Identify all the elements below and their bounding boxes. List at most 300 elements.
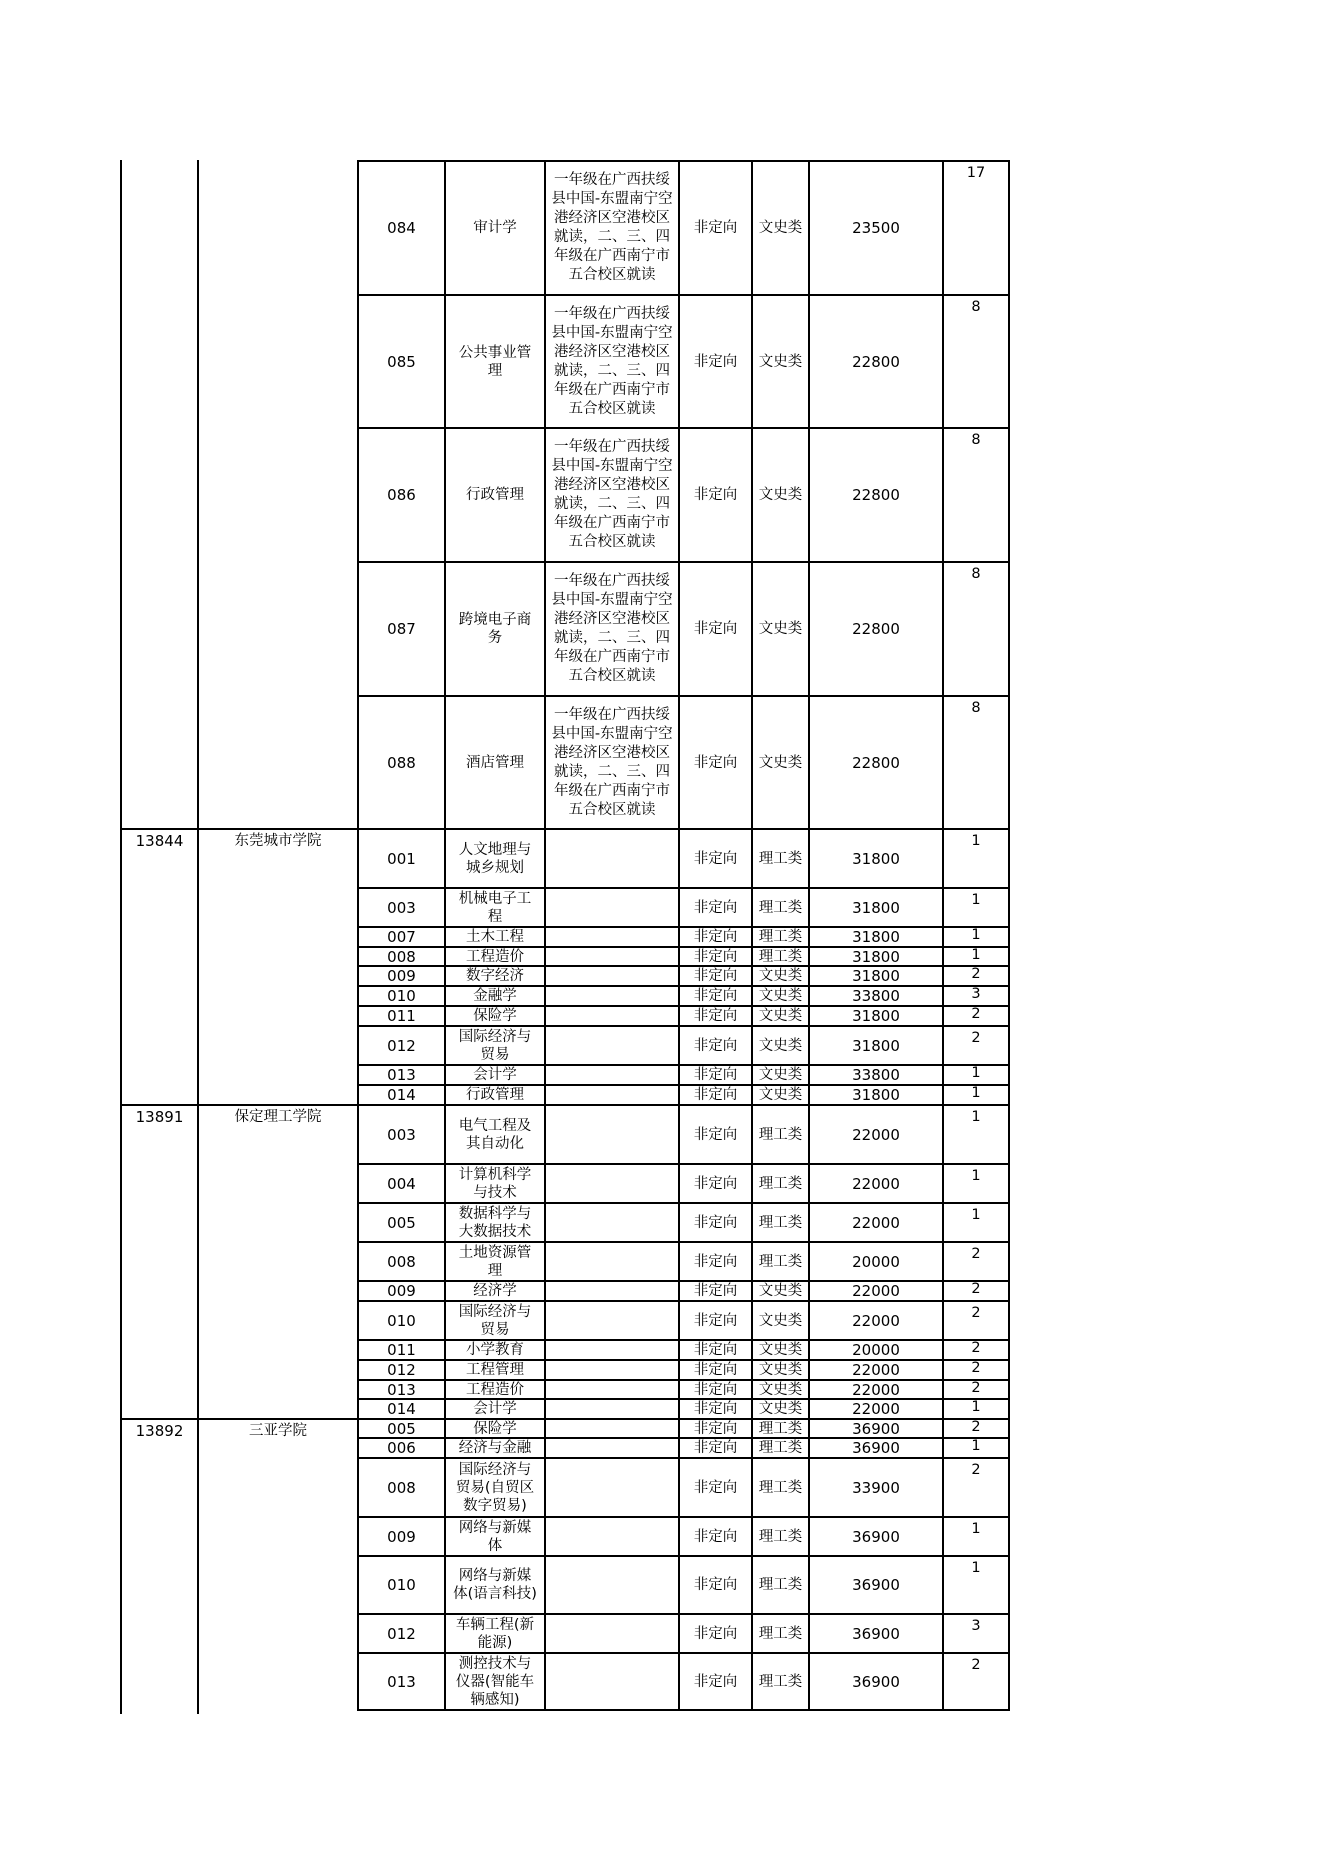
major-code: [359, 1341, 444, 1359]
school-name: 东莞城市学院: [234, 833, 322, 849]
direction: [680, 948, 751, 965]
major-name-text: 人文地理与城乡规划: [458, 841, 532, 876]
tuition: [810, 1361, 942, 1379]
plan-count: 8: [971, 299, 981, 315]
major-name: [446, 1615, 544, 1652]
major-code: [359, 928, 444, 946]
tuition: [810, 1459, 942, 1516]
major-code-text: 007: [387, 928, 416, 946]
direction: [680, 1165, 751, 1202]
tuition-text: 22000: [852, 1174, 900, 1193]
tuition-text: 20000: [852, 1252, 900, 1271]
major-code: [359, 697, 444, 828]
direction: [680, 563, 751, 695]
major-code-text: 085: [387, 352, 416, 371]
major-name-text: 机械电子工程: [458, 890, 532, 925]
major-code: [359, 1007, 444, 1025]
plan-count: 1: [971, 892, 981, 908]
direction-text: 非定向: [693, 1087, 738, 1103]
direction-text: 非定向: [693, 1528, 738, 1545]
major-code-text: 013: [387, 1066, 416, 1084]
campus-note: [546, 697, 678, 828]
direction: [680, 889, 751, 926]
direction-text: 非定向: [693, 1312, 738, 1329]
major-name-text: 跨境电子商务: [458, 612, 532, 646]
tuition-text: 31800: [852, 928, 900, 946]
major-name-text: 土木工程: [466, 929, 524, 945]
major-code-text: 003: [387, 898, 416, 917]
subject-category: [753, 1243, 808, 1280]
direction-text: 非定向: [693, 1381, 738, 1398]
campus-note-text: 一年级在广西扶绥县中国-东盟南宁空港经济区空港校区就读，二、三、四年级在广西南宁市五合校区就读: [551, 305, 673, 417]
major-code: [359, 162, 444, 294]
major-name-text: 会计学: [473, 1401, 517, 1417]
major-name-text: 行政管理: [466, 1087, 524, 1103]
major-name-text: 公共事业管理: [458, 344, 532, 379]
direction-text: 非定向: [693, 1214, 738, 1231]
plan-count: 3: [971, 986, 981, 1002]
subject-category-text: 文史类: [758, 1381, 803, 1398]
direction: [680, 1204, 751, 1241]
direction: [680, 1086, 751, 1104]
tuition: [810, 563, 942, 695]
direction: [680, 1243, 751, 1280]
tuition-text: 31800: [852, 948, 900, 965]
tuition-text: 31800: [852, 849, 900, 868]
direction-text: 非定向: [693, 220, 738, 236]
direction: [680, 429, 751, 561]
tuition: [810, 429, 942, 561]
major-name-text: 数据科学与大数据技术: [458, 1205, 532, 1240]
direction-text: 非定向: [693, 968, 738, 984]
major-name: [446, 1106, 544, 1163]
tuition-text: 33800: [852, 987, 900, 1005]
subject-category-text: 文史类: [758, 220, 803, 236]
subject-category-text: 理工类: [758, 1253, 803, 1270]
direction: [680, 1106, 751, 1163]
subject-category: [753, 967, 808, 985]
plan-count: 1: [971, 1521, 981, 1537]
major-name-text: 测控技术与仪器(智能车辆感知): [455, 1655, 535, 1708]
major-name: [446, 1165, 544, 1202]
tuition-text: 22800: [852, 352, 900, 371]
subject-category: [753, 429, 808, 561]
direction: [680, 162, 751, 294]
subject-category: [753, 1204, 808, 1241]
tuition: [810, 1400, 942, 1418]
tuition-text: 22800: [852, 620, 900, 638]
direction: [680, 928, 751, 946]
major-code-text: 012: [387, 1624, 416, 1643]
tuition-text: 36900: [852, 1576, 900, 1594]
tuition: [810, 1615, 942, 1652]
plan-count: 2: [971, 1462, 981, 1478]
major-name-text: 土地资源管理: [458, 1244, 532, 1279]
major-code: [359, 1106, 444, 1163]
subject-category: [753, 1361, 808, 1379]
subject-category-text: 文史类: [758, 621, 803, 637]
subject-category: [753, 1439, 808, 1457]
subject-category-text: 理工类: [758, 1214, 803, 1231]
tuition: [810, 1439, 942, 1457]
major-name-text: 数字经济: [466, 968, 524, 984]
major-name: [446, 967, 544, 985]
subject-category: [753, 1557, 808, 1613]
tuition: [810, 830, 942, 887]
tuition-text: 22800: [852, 753, 900, 772]
school-name: 三亚学院: [249, 1423, 307, 1439]
tuition-text: 36900: [852, 1672, 900, 1691]
tuition: [810, 948, 942, 965]
major-code-text: 004: [387, 1174, 416, 1193]
direction: [680, 1420, 751, 1437]
major-name-text: 工程管理: [466, 1362, 524, 1378]
direction-text: 非定向: [693, 850, 738, 867]
campus-note-text: 一年级在广西扶绥县中国-东盟南宁空港经济区空港校区就读，二、三、四年级在广西南宁市五合校区就读: [551, 439, 673, 550]
plan-count: 1: [971, 1109, 981, 1125]
plan-count: 1: [971, 833, 981, 849]
subject-category-text: 理工类: [758, 1625, 803, 1642]
direction-text: 非定向: [693, 353, 738, 370]
subject-category: [753, 1654, 808, 1709]
tuition: [810, 1007, 942, 1025]
direction: [680, 1459, 751, 1516]
plan-count: 2: [971, 966, 981, 982]
major-code-text: 008: [387, 1252, 416, 1271]
tuition: [810, 1282, 942, 1300]
tuition: [810, 967, 942, 985]
direction-text: 非定向: [693, 1673, 738, 1690]
direction-text: 非定向: [693, 1067, 738, 1083]
major-code: [359, 1439, 444, 1457]
plan-count: 2: [971, 1340, 981, 1356]
tuition: [810, 697, 942, 828]
plan-count: 8: [971, 566, 981, 582]
subject-category: [753, 1007, 808, 1025]
major-code-text: 010: [387, 1576, 416, 1594]
school-name-left-rule: [197, 160, 199, 1714]
subject-category-text: 理工类: [758, 1673, 803, 1690]
direction-text: 非定向: [693, 1283, 738, 1299]
plan-count: 2: [971, 1281, 981, 1297]
direction-text: 非定向: [693, 988, 738, 1004]
major-name-text: 工程造价: [466, 1381, 524, 1398]
tuition-text: 36900: [852, 1624, 900, 1643]
subject-category: [753, 830, 808, 887]
direction-text: 非定向: [693, 1420, 738, 1437]
major-name-text: 国际经济与贸易: [458, 1028, 532, 1063]
major-code: [359, 1400, 444, 1418]
section-divider: [120, 1418, 359, 1420]
tuition-text: 22000: [852, 1311, 900, 1330]
major-code-text: 008: [387, 1478, 416, 1497]
tuition: [810, 1204, 942, 1241]
direction: [680, 296, 751, 427]
major-name-text: 经济与金融: [458, 1440, 532, 1456]
major-code-text: 084: [387, 219, 416, 237]
major-name: [446, 697, 544, 828]
tuition: [810, 987, 942, 1005]
direction-text: 非定向: [693, 1126, 738, 1143]
subject-category-text: 理工类: [758, 1440, 803, 1456]
direction: [680, 1066, 751, 1084]
subject-category: [753, 1302, 808, 1339]
tuition-text: 36900: [852, 1527, 900, 1546]
plan-count: 2: [971, 1246, 981, 1262]
major-code-text: 003: [387, 1125, 416, 1144]
plan-count: 2: [971, 1030, 981, 1046]
subject-category-text: 文史类: [758, 1037, 803, 1054]
major-name: [446, 1007, 544, 1025]
subject-category: [753, 1027, 808, 1064]
campus-note-text: 一年级在广西扶绥县中国-东盟南宁空港经济区空港校区就读，二、三、四年级在广西南宁市五合校区就读: [551, 172, 673, 283]
major-code-text: 005: [387, 1213, 416, 1232]
plan-count: 17: [966, 165, 986, 181]
major-code: [359, 1615, 444, 1652]
subject-category: [753, 987, 808, 1005]
major-name-text: 行政管理: [466, 487, 524, 503]
major-code: [359, 1420, 444, 1437]
subject-category: [753, 1381, 808, 1398]
direction-text: 非定向: [693, 754, 738, 771]
major-code-text: 009: [387, 1527, 416, 1546]
subject-category: [753, 1106, 808, 1163]
tuition-text: 22000: [852, 1213, 900, 1232]
major-code: [359, 1654, 444, 1709]
major-code-text: 087: [387, 620, 416, 638]
major-name: [446, 889, 544, 926]
tuition: [810, 1341, 942, 1359]
tuition: [810, 1557, 942, 1613]
plan-count: 2: [971, 1305, 981, 1321]
subject-category: [753, 1420, 808, 1437]
major-name: [446, 1420, 544, 1437]
major-name-text: 会计学: [473, 1067, 517, 1083]
major-code-text: 086: [387, 486, 416, 504]
tuition: [810, 1654, 942, 1709]
major-code: [359, 1282, 444, 1300]
table-right-rule: [1008, 160, 1010, 1711]
major-name: [446, 1400, 544, 1418]
school-name: 保定理工学院: [234, 1109, 322, 1125]
subject-category-text: 文史类: [758, 988, 803, 1004]
section-divider: [120, 828, 359, 830]
major-code-text: 010: [387, 1311, 416, 1330]
major-name: [446, 1361, 544, 1379]
tuition: [810, 889, 942, 926]
major-name: [446, 296, 544, 427]
subject-category: [753, 1459, 808, 1516]
subject-category: [753, 296, 808, 427]
direction: [680, 1341, 751, 1359]
major-name-text: 计算机科学与技术: [458, 1166, 532, 1201]
major-code-text: 012: [387, 1036, 416, 1055]
subject-category-text: 理工类: [758, 899, 803, 916]
subject-category: [753, 928, 808, 946]
major-name-text: 车辆工程(新能源): [455, 1616, 535, 1651]
plan-count: 2: [971, 1419, 981, 1435]
section-divider: [120, 1104, 359, 1106]
major-name: [446, 1243, 544, 1280]
major-name: [446, 1654, 544, 1709]
direction-text: 非定向: [693, 1625, 738, 1642]
direction: [680, 1381, 751, 1398]
plan-count: 2: [971, 1380, 981, 1396]
major-code-text: 009: [387, 967, 416, 985]
plan-count: 1: [971, 927, 981, 943]
tuition: [810, 1243, 942, 1280]
major-name-text: 网络与新媒体: [458, 1519, 532, 1554]
major-code: [359, 987, 444, 1005]
plan-count: 1: [971, 1065, 981, 1081]
major-code: [359, 1086, 444, 1104]
major-code-text: 006: [387, 1439, 416, 1457]
plan-count: 2: [971, 1657, 981, 1673]
subject-category-text: 理工类: [758, 1126, 803, 1143]
direction-text: 非定向: [693, 1253, 738, 1270]
major-name-text: 酒店管理: [466, 754, 524, 771]
plan-count: 2: [971, 1006, 981, 1022]
major-name: [446, 928, 544, 946]
major-code: [359, 889, 444, 926]
major-code-text: 008: [387, 948, 416, 965]
subject-category-text: 文史类: [758, 487, 803, 503]
tuition: [810, 296, 942, 427]
major-code: [359, 1204, 444, 1241]
tuition-text: 31800: [852, 1036, 900, 1055]
tuition-text: 22000: [852, 1381, 900, 1398]
direction: [680, 1439, 751, 1457]
tuition-text: 20000: [852, 1341, 900, 1359]
plan-count: 1: [971, 1438, 981, 1454]
direction-text: 非定向: [693, 1577, 738, 1593]
school-code-left-rule: [120, 160, 122, 1714]
major-name-text: 审计学: [473, 220, 517, 236]
school-code: 13892: [135, 1422, 184, 1440]
major-name: [446, 1066, 544, 1084]
direction-text: 非定向: [693, 1175, 738, 1192]
subject-category-text: 文史类: [758, 1087, 803, 1103]
tuition-text: 22000: [852, 1282, 900, 1300]
campus-note: [546, 563, 678, 695]
tuition-text: 33800: [852, 1066, 900, 1084]
major-name: [446, 429, 544, 561]
subject-category: [753, 162, 808, 294]
major-name-text: 国际经济与贸易(自贸区数字贸易): [455, 1461, 535, 1514]
major-code-text: 001: [387, 849, 416, 868]
direction-text: 非定向: [693, 1440, 738, 1456]
major-name: [446, 1302, 544, 1339]
major-code: [359, 1459, 444, 1516]
direction-text: 非定向: [693, 621, 738, 637]
major-code: [359, 948, 444, 965]
major-name: [446, 1282, 544, 1300]
major-code: [359, 1027, 444, 1064]
subject-category: [753, 1341, 808, 1359]
plan-count: 8: [971, 432, 981, 448]
major-name-text: 保险学: [473, 1420, 517, 1437]
school-code: 13891: [135, 1108, 184, 1126]
school-code: 13844: [135, 832, 184, 850]
direction-text: 非定向: [693, 1037, 738, 1054]
tuition: [810, 1420, 942, 1437]
major-name: [446, 1518, 544, 1555]
major-name: [446, 563, 544, 695]
table-bottom-rule: [357, 1709, 1010, 1711]
tuition-text: 31800: [852, 1007, 900, 1025]
major-code-text: 012: [387, 1361, 416, 1379]
major-code: [359, 830, 444, 887]
major-name-text: 国际经济与贸易: [458, 1303, 532, 1338]
major-code-text: 013: [387, 1381, 416, 1398]
tuition-text: 22000: [852, 1400, 900, 1418]
tuition: [810, 1086, 942, 1104]
tuition-text: 23500: [852, 219, 900, 237]
major-code: [359, 1243, 444, 1280]
major-name: [446, 830, 544, 887]
major-name: [446, 1557, 544, 1613]
tuition-text: 36900: [852, 1420, 900, 1437]
direction: [680, 1282, 751, 1300]
subject-category: [753, 1400, 808, 1418]
tuition-text: 33900: [852, 1478, 900, 1497]
subject-category-text: 理工类: [758, 1577, 803, 1593]
major-code: [359, 1302, 444, 1339]
major-code-text: 088: [387, 753, 416, 772]
direction-text: 非定向: [693, 1401, 738, 1417]
major-code: [359, 1381, 444, 1398]
major-code: [359, 296, 444, 427]
major-code: [359, 1518, 444, 1555]
major-code: [359, 967, 444, 985]
tuition: [810, 1027, 942, 1064]
subject-category-text: 理工类: [758, 929, 803, 945]
subject-category-text: 理工类: [758, 1479, 803, 1496]
major-name-text: 金融学: [473, 988, 517, 1004]
tuition: [810, 162, 942, 294]
subject-category-text: 理工类: [758, 948, 803, 965]
tuition: [810, 1165, 942, 1202]
subject-category-text: 文史类: [758, 1067, 803, 1083]
major-code-text: 009: [387, 1282, 416, 1300]
major-name: [446, 1086, 544, 1104]
major-name: [446, 1381, 544, 1398]
tuition: [810, 1106, 942, 1163]
major-code-text: 011: [387, 1007, 416, 1025]
subject-category-text: 文史类: [758, 968, 803, 984]
major-name-text: 保险学: [473, 1008, 517, 1024]
subject-category: [753, 1066, 808, 1084]
direction: [680, 830, 751, 887]
tuition-text: 22000: [852, 1125, 900, 1144]
plan-count: 1: [971, 1560, 981, 1576]
subject-category-text: 文史类: [758, 1342, 803, 1358]
tuition: [810, 928, 942, 946]
plan-count: 2: [971, 1360, 981, 1376]
direction: [680, 1615, 751, 1652]
plan-count: 1: [971, 947, 981, 963]
plan-count: 1: [971, 1207, 981, 1223]
subject-category: [753, 889, 808, 926]
subject-category: [753, 697, 808, 828]
subject-category: [753, 1282, 808, 1300]
subject-category-text: 文史类: [758, 1362, 803, 1378]
direction-text: 非定向: [693, 1008, 738, 1024]
major-code: [359, 429, 444, 561]
subject-category-text: 理工类: [758, 1420, 803, 1437]
direction: [680, 967, 751, 985]
subject-category-text: 理工类: [758, 850, 803, 867]
